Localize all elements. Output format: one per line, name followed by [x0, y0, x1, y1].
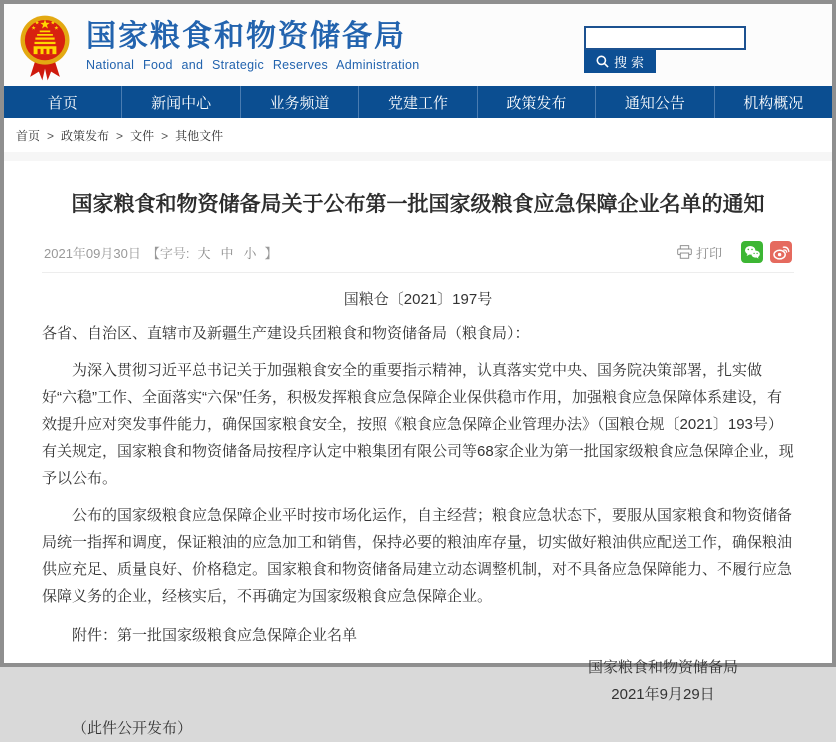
search-input[interactable]: [584, 26, 746, 50]
article-meta-left: [44, 243, 278, 262]
breadcrumb: [4, 118, 832, 152]
page-title: 国家粮食和物资储备局关于公布第一批国家级粮食应急保障企业名单的通知: [71, 193, 765, 216]
print-button[interactable]: [677, 243, 722, 262]
article-meta-right: [677, 241, 792, 263]
search-button[interactable]: [584, 50, 656, 73]
signer: 国家粮食和物资储备局: [587, 659, 738, 677]
article-meta: [42, 241, 794, 273]
site-subtitle: National Food and Strategic Reserves Administration: [86, 58, 420, 72]
document-body: [42, 320, 794, 742]
nav-item-home[interactable]: 首页: [4, 86, 122, 118]
public-release-note: （此件公开发布）: [72, 720, 193, 738]
printer-icon: [677, 245, 692, 259]
site-header: [4, 4, 832, 86]
font-size-label-close: 】: [264, 245, 278, 261]
nav-item-notices[interactable]: 通知公告: [596, 86, 714, 118]
breadcrumb-separator: >: [47, 128, 55, 143]
breadcrumb-item-policy[interactable]: 政策发布: [61, 129, 110, 143]
nav-item-business[interactable]: 业务频道: [241, 86, 359, 118]
breadcrumb-item-files[interactable]: 文件: [130, 129, 155, 143]
breadcrumb-item-other-files[interactable]: 其他文件: [175, 129, 224, 143]
publish-date: 2021年09月30日: [44, 245, 141, 261]
font-size-large-button[interactable]: 大: [197, 245, 211, 261]
signature-block: [588, 654, 738, 708]
search-icon: [596, 55, 609, 68]
site-logo[interactable]: [86, 20, 420, 72]
font-size-label: 【字号:: [146, 245, 190, 261]
print-label: 打印: [695, 245, 722, 261]
breadcrumb-separator: >: [161, 128, 169, 143]
salutation: 各省、自治区、直辖市及新疆生产建设兵团粮食和物资储备局（粮食局）：: [42, 325, 530, 343]
nav-item-party[interactable]: 党建工作: [359, 86, 477, 118]
paragraph-2: 公布的国家级粮食应急保障企业平时按市场化运作，自主经营；粮食应急状态下，要服从国家粮食和物资储备局统一指挥和调度，保证粮油的应急加工和销售，保持必要的粮油库存量，切实做好粮油供应配送工作，确保粮油供应充足、质量良好、价格稳定。国家粮食和物资储备局建立动态调整机制，对不具备应急保障能力、不履行应急保障义务的企业，经核实后，不再确定为国家级粮食应急保障企业。: [42, 507, 793, 606]
search-area: [584, 26, 746, 73]
nav-item-policy[interactable]: 政策发布: [478, 86, 596, 118]
font-size-medium-button[interactable]: 中: [220, 245, 234, 261]
search-button-label: 搜索: [613, 55, 648, 70]
document-number: 国粮仓〔2021〕197号: [343, 291, 493, 309]
share-wechat-icon[interactable]: [741, 241, 763, 263]
national-emblem-icon: [17, 13, 73, 88]
nav-item-news[interactable]: 新闻中心: [122, 86, 240, 118]
font-size-small-button[interactable]: 小: [243, 245, 257, 261]
breadcrumb-item-home[interactable]: 首页: [16, 129, 41, 143]
attachment-link[interactable]: 附件：第一批国家级粮食应急保障企业名单: [72, 627, 358, 645]
main-nav: [4, 86, 832, 118]
article: [4, 191, 832, 742]
site-title: 国家粮食和物资储备局: [86, 20, 406, 53]
divider-strip: [4, 152, 832, 161]
share-weibo-icon[interactable]: [770, 241, 792, 263]
nav-item-about[interactable]: 机构概况: [743, 94, 804, 112]
paragraph-1: 为深入贯彻习近平总书记关于加强粮食安全的重要指示精神，认真落实党中央、国务院决策部署，扎实做好“六稳”工作、全面落实“六保”任务，积极发挥粮食应急保障企业保供稳市作用，加强粮食应急保障体系建设，有效提升应对突发事件能力，确保国家粮食安全，按照《粮食应急保障企业管理办法》（国粮仓规〔2021〕193号）有关规定，国家粮食和物资储备局按程序认定中粮集团有限公司等68家企业为第一批国家级粮食应急保障企业，现予以公布。: [42, 362, 794, 488]
breadcrumb-separator: >: [116, 128, 124, 143]
sign-date: 2021年9月29日: [611, 686, 715, 704]
